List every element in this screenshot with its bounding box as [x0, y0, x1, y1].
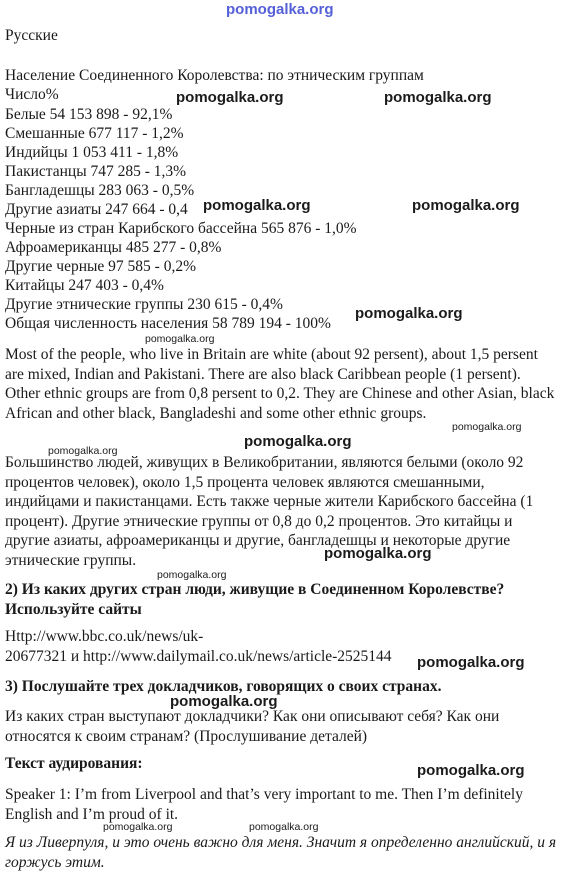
watermark: pomogalka.org — [145, 333, 215, 345]
speaker-1-english: Speaker 1: I’m from Liverpool and that’s very important to me. Then I’m definitely English and I’m proud of it. — [5, 786, 523, 823]
watermark: pomogalka.org — [176, 89, 284, 106]
list-item: Другие черные 97 585 - 0,2% — [5, 258, 196, 275]
watermark: pomogalka.org — [103, 821, 173, 833]
watermark: pomogalka.org — [157, 569, 227, 581]
watermark: pomogalka.org — [170, 693, 278, 710]
list-item: Китайцы 247 403 - 0,4% — [5, 277, 164, 294]
watermark: pomogalka.org — [412, 197, 520, 214]
list-item: Бангладешцы 283 063 - 0,5% — [5, 182, 195, 199]
question-2-title: 2) Из каких других стран люди, живущие в Соединенном Королевстве? Используйте сайты — [5, 581, 505, 618]
watermark: pomogalka.org — [355, 305, 463, 322]
table-title: Население Соединенного Королевства: по этническим группам — [5, 67, 424, 84]
link-bbc[interactable]: Http://www.bbc.co.uk/news/uk- — [5, 628, 204, 645]
watermark: pomogalka.org — [324, 545, 432, 562]
list-item: Общая численность населения 58 789 194 - 100% — [5, 315, 331, 332]
question-3-text: Из каких стран выступают докладчики? Как они описывают себя? Как они относятся к своим странам? (Прослушивание деталей) — [5, 708, 500, 745]
paragraph-english: Most of the people, who live in Britain are white (about 92 persent), about 1,5 persent are mixed, Indian and Pakistani. There are also black Caribbean people (1 persent). Other ethnic groups are from 0,8 persent to 0,2. They are Chinese and other Asian, black African and other black, Bangladeshi and some other ethnic groups. — [5, 346, 555, 422]
list-item: Пакистанцы 747 285 - 1,3% — [5, 163, 187, 180]
link-bbc-part[interactable] — [5, 628, 203, 646]
table-header: Число% — [5, 86, 59, 103]
watermark: pomogalka.org — [203, 197, 311, 214]
language-heading: Русские — [5, 27, 58, 44]
list-item: Индийцы 1 053 411 - 1,8% — [5, 144, 179, 161]
speaker-1-russian: Я из Ливерпуля, и это очень важно для меня. Значит я определенно английский, и я горжусь этим. — [5, 834, 557, 871]
paragraph-russian: Большинство людей, живущих в Великобритании, являются белыми (около 92 процентов человек), около 1,5 процента человек являются смешанными, индийцами и пакистанцами. Есть также черные жители Карибского бассейна (1 процент). Другие этнические группы от 0,8 до 0,2 процентов. Это китайцы и другие азиаты, афроамериканцы и другие, бангладешцы и некоторые другие этнические группы. — [5, 454, 534, 569]
watermark: pomogalka.org — [384, 89, 492, 106]
list-item: Черные из стран Карибского бассейна 565 876 - 1,0% — [5, 220, 357, 237]
audio-heading: Текст аудирования: — [5, 755, 143, 772]
list-item: Другие этнические группы 230 615 - 0,4% — [5, 296, 283, 313]
list-item: Смешанные 677 117 - 1,2% — [5, 125, 184, 142]
site-watermark-top: pomogalka.org — [226, 1, 334, 18]
links-line[interactable]: 20677321 и http://www.dailymail.co.uk/news/article-2525144 — [5, 648, 392, 665]
list-item: Белые 54 153 898 - 92,1% — [5, 106, 173, 123]
watermark: pomogalka.org — [452, 421, 522, 433]
watermark: pomogalka.org — [417, 762, 525, 779]
watermark: pomogalka.org — [244, 433, 352, 450]
list-item: Другие азиаты 247 664 - 0,4 — [5, 201, 188, 218]
question-3-title: 3) Послушайте трех докладчиков, говорящих о своих странах. — [5, 678, 442, 695]
list-item: Афроамериканцы 485 277 - 0,8% — [5, 239, 222, 256]
watermark: pomogalka.org — [48, 445, 118, 457]
watermark: pomogalka.org — [417, 654, 525, 671]
watermark: pomogalka.org — [249, 821, 319, 833]
